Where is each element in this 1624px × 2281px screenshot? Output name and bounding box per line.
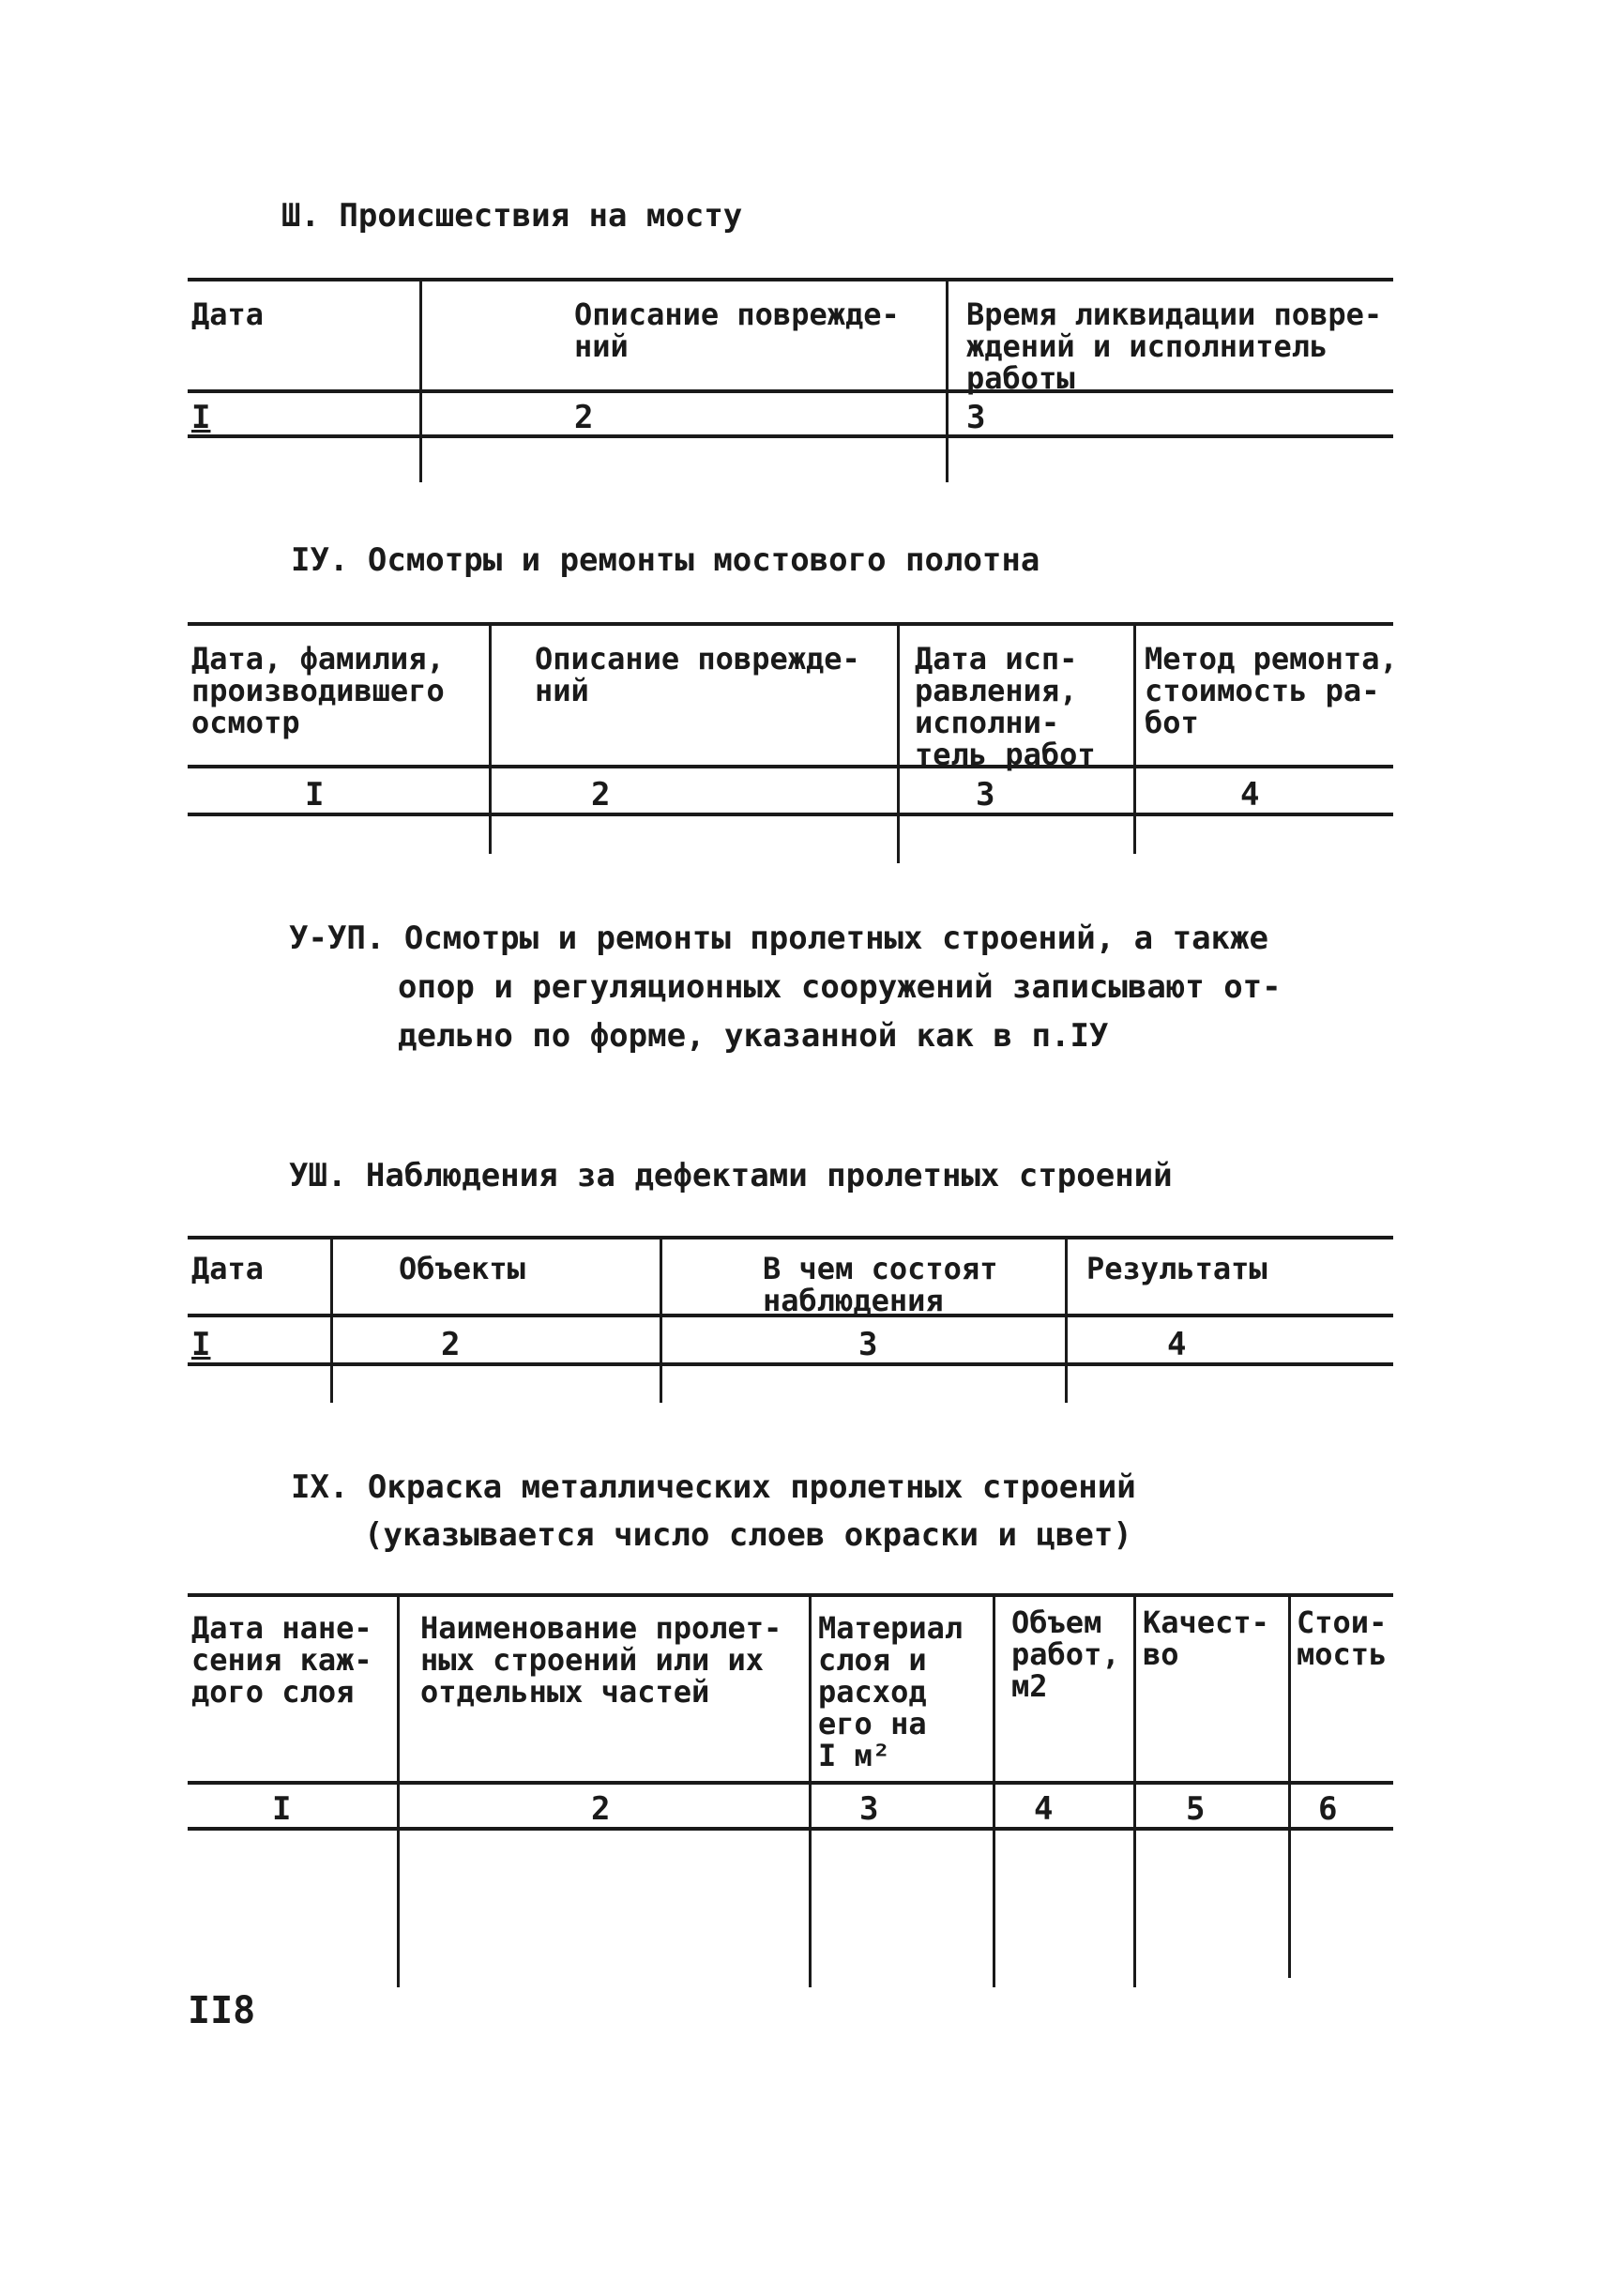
s4-num-2: 2 <box>591 776 611 814</box>
s3-header-time: Время ликвидации повре- ждений и исполнитель работы <box>966 297 1383 396</box>
s9-num-4: 4 <box>1034 1790 1054 1828</box>
s9-number-rule <box>188 1827 1393 1831</box>
s3-col-divider-1 <box>419 278 422 482</box>
s9-header-material: Материал слоя и расход его на I м² <box>818 1610 964 1773</box>
s8-num-3: 3 <box>858 1326 878 1363</box>
s4-col-divider-3 <box>1133 622 1136 854</box>
s4-header-inspector: Дата, фамилия, производившего осмотр <box>191 641 445 740</box>
section8-title: УШ. Наблюдения за дефектами пролетных строений <box>289 1157 1173 1194</box>
s8-header-objects: Объекты <box>399 1251 525 1286</box>
s8-header-results: Результаты <box>1086 1251 1267 1286</box>
s9-top-rule <box>188 1593 1393 1597</box>
s9-col-divider-4 <box>1133 1593 1136 1987</box>
s8-col-divider-3 <box>1065 1236 1068 1403</box>
s4-num-1: I <box>305 776 325 814</box>
section3-title: Ш. Происшествия на мосту <box>281 197 743 235</box>
s3-num-3: 3 <box>966 399 986 436</box>
s3-num-1: I <box>191 399 211 436</box>
s9-col-divider-2 <box>809 1593 812 1987</box>
s4-header-description: Описание поврежде- ний <box>535 641 860 708</box>
s8-num-2: 2 <box>441 1326 461 1363</box>
s3-header-description: Описание поврежде- ний <box>574 297 900 364</box>
s3-number-rule <box>188 434 1393 438</box>
s8-num-4: 4 <box>1167 1326 1187 1363</box>
s4-top-rule <box>188 622 1393 626</box>
s9-header-date: Дата нане- сения каж- дого слоя <box>191 1610 372 1710</box>
s8-number-rule <box>188 1362 1393 1366</box>
s5-7-line-2: опор и регуляционных сооружений записывают от- <box>398 968 1282 1006</box>
s8-col-divider-2 <box>660 1236 662 1403</box>
s5-7-line-1: У-УП. Осмотры и ремонты пролетных строений, а также <box>289 920 1268 957</box>
s8-header-observations: В чем состоят наблюдения <box>763 1251 998 1318</box>
s5-7-line-3: дельно по форме, указанной как в п.IУ <box>398 1017 1109 1055</box>
section9-title-line-1: IX. Окраска металлических пролетных строений <box>291 1468 1136 1506</box>
s9-header-structure: Наименование пролет- ных строений или их отдельных частей <box>420 1610 782 1710</box>
s9-num-1: I <box>272 1790 292 1828</box>
s3-header-date: Дата <box>191 297 265 332</box>
s9-header-rule <box>188 1781 1393 1785</box>
section4-title: IУ. Осмотры и ремонты мостового полотна <box>291 541 1040 579</box>
s8-col-divider-1 <box>330 1236 333 1403</box>
s9-header-cost: Стои- мость <box>1297 1604 1388 1672</box>
s9-header-quality: Качест- во <box>1143 1604 1269 1672</box>
s3-num-2: 2 <box>574 399 594 436</box>
s9-num-5: 5 <box>1186 1790 1206 1828</box>
s4-num-4: 4 <box>1240 776 1260 814</box>
s8-num-1: I <box>191 1326 211 1363</box>
s8-top-rule <box>188 1236 1393 1239</box>
s9-col-divider-1 <box>397 1593 400 1987</box>
s4-col-divider-2 <box>897 622 900 863</box>
s4-header-method: Метод ремонта, стоимость ра- бот <box>1145 641 1398 740</box>
s4-col-divider-1 <box>489 622 492 854</box>
s9-num-2: 2 <box>591 1790 611 1828</box>
s9-header-volume: Объем работ, м2 <box>1011 1604 1120 1704</box>
page-number: II8 <box>188 1989 256 2032</box>
section9-title-line-2: (указывается число слоев окраски и цвет) <box>364 1516 1132 1554</box>
s4-header-fix-date: Дата исп- равления, исполни- тель работ <box>915 641 1096 772</box>
s9-col-divider-3 <box>993 1593 995 1987</box>
s9-col-divider-5 <box>1288 1593 1291 1978</box>
s3-col-divider-2 <box>946 278 949 482</box>
s8-header-date: Дата <box>191 1251 265 1286</box>
s4-num-3: 3 <box>976 776 995 814</box>
s9-num-3: 3 <box>859 1790 879 1828</box>
s3-top-rule <box>188 278 1393 281</box>
s4-header-rule <box>188 765 1393 768</box>
s9-num-6: 6 <box>1318 1790 1338 1828</box>
s4-number-rule <box>188 813 1393 816</box>
